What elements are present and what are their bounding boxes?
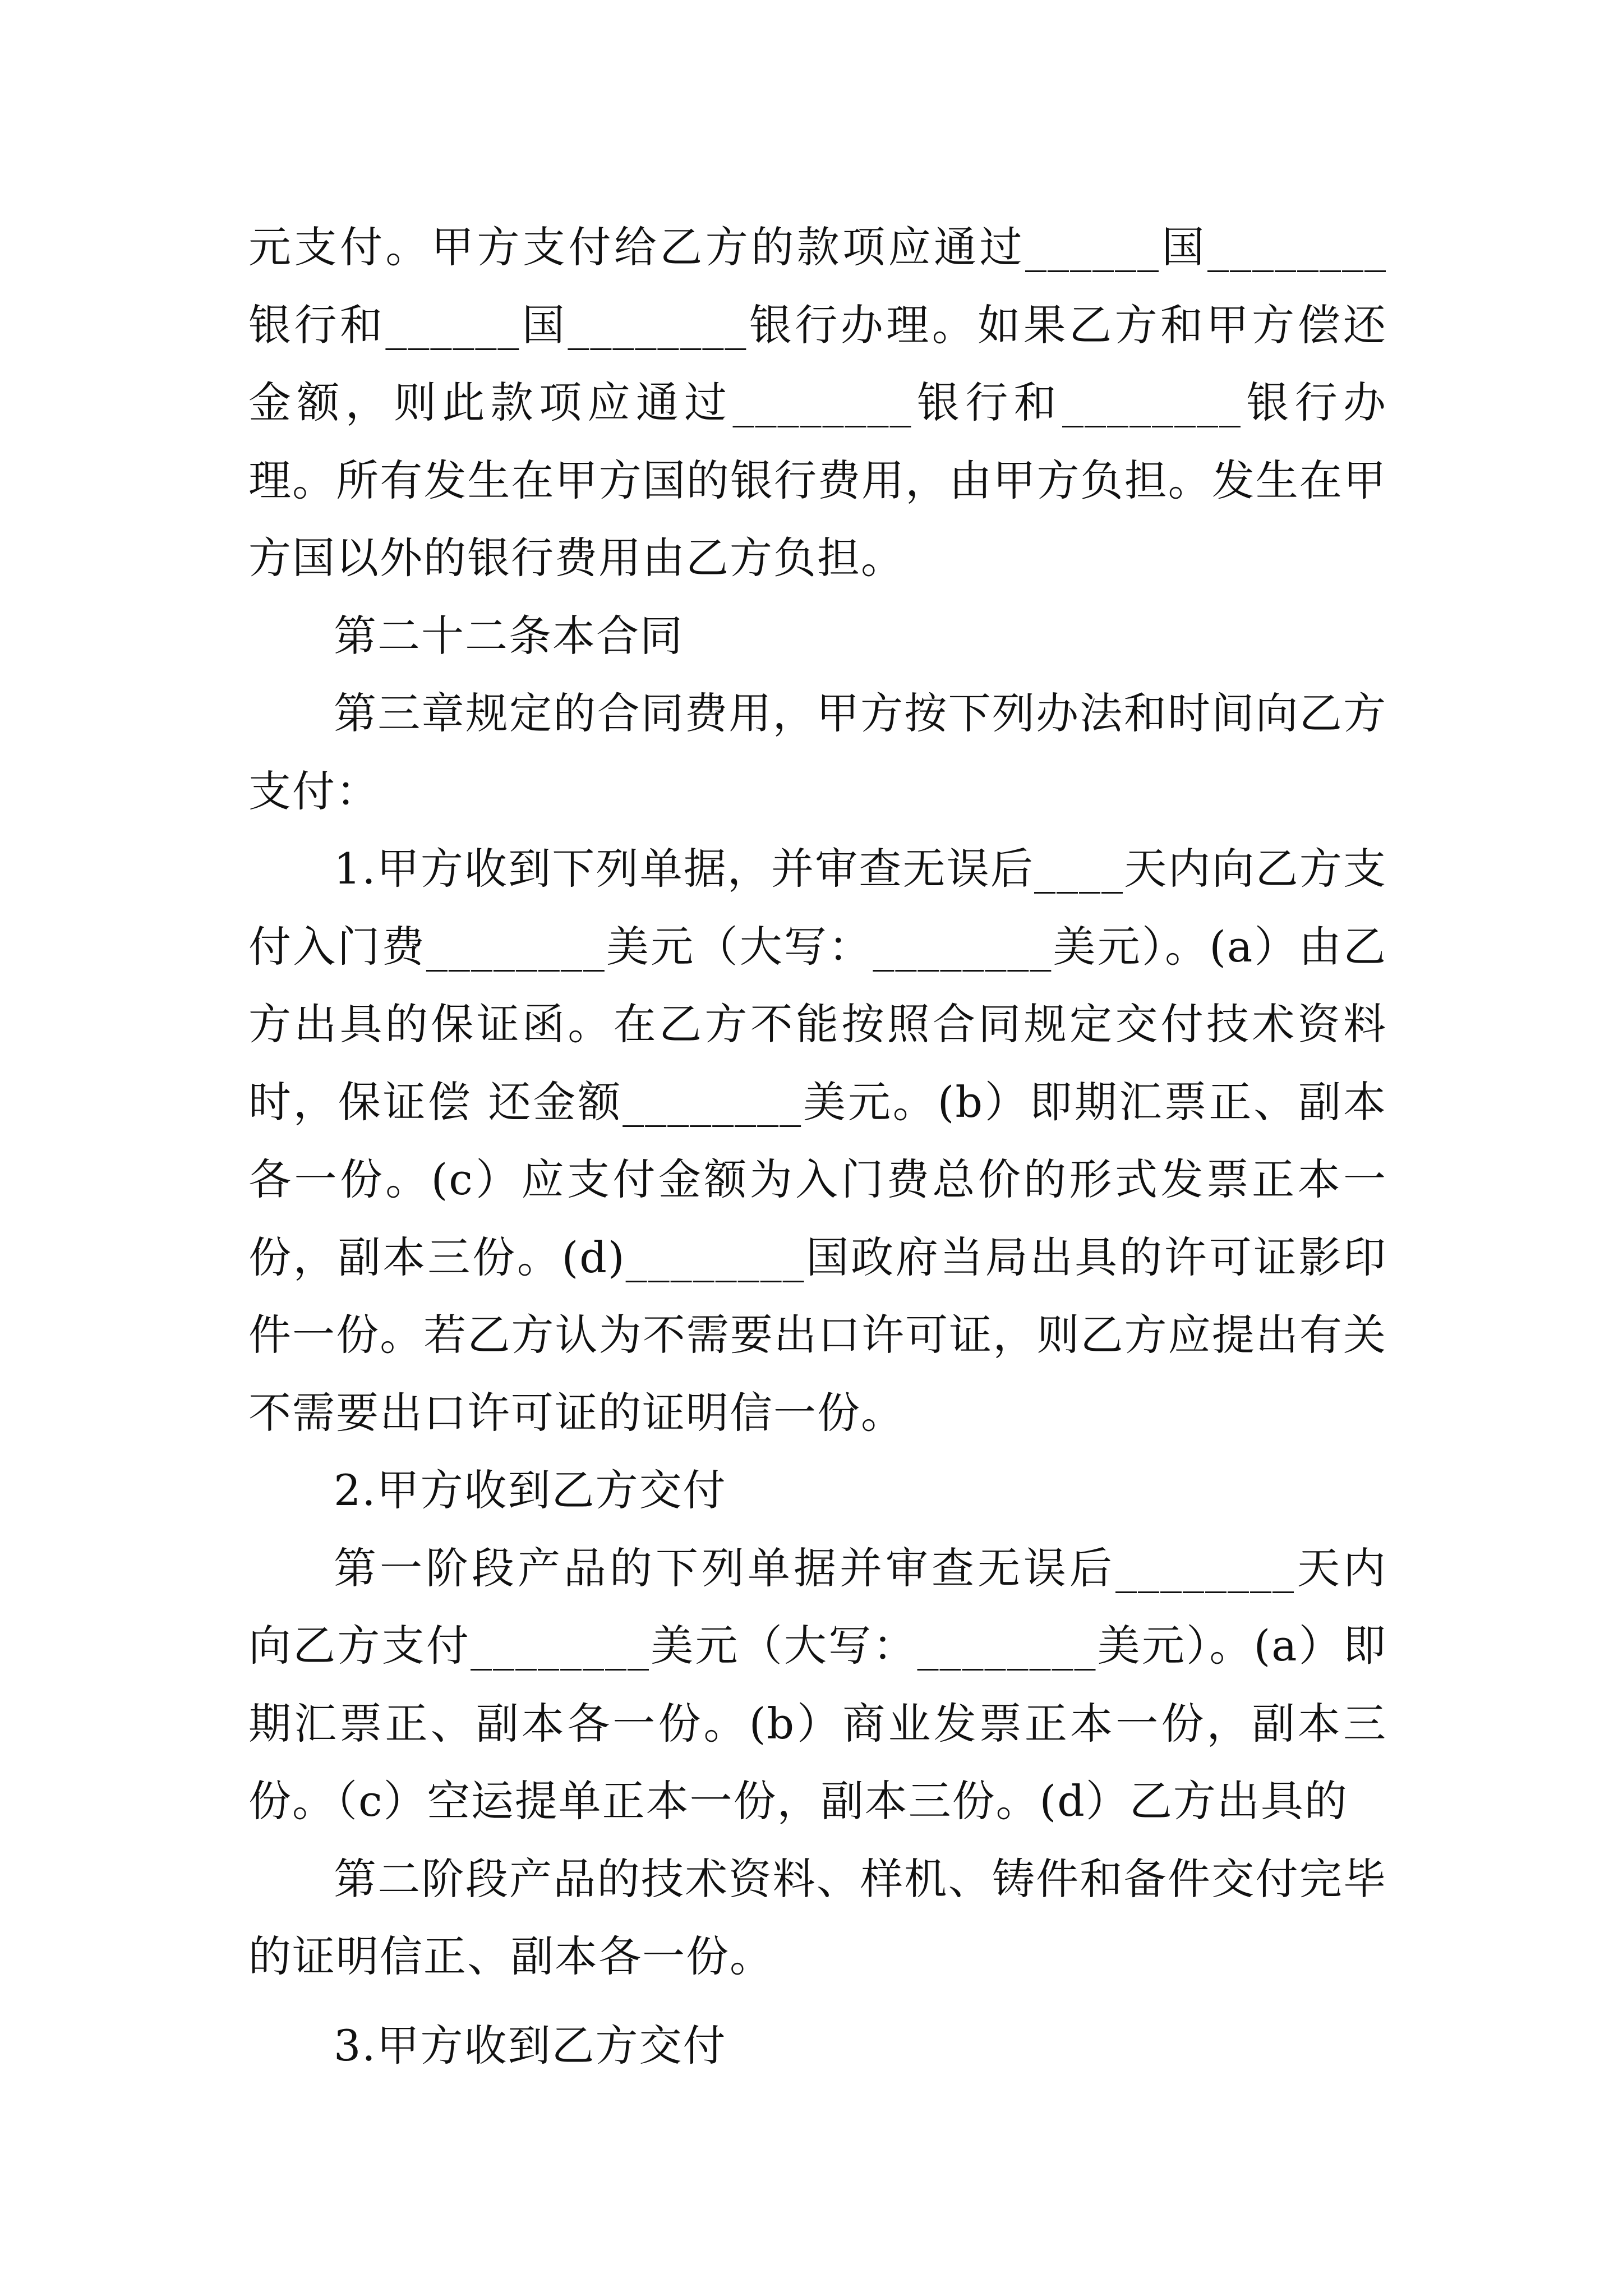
paragraph-item-3-heading: 3.甲方收到乙方交付 (334, 2020, 727, 2070)
paragraph-chapter-3-payment: 第三章规定的合同费用，甲方按下列办法和时间向乙方支付： (248, 688, 1387, 816)
document-body (248, 209, 1387, 2085)
paragraph-spacer (248, 1996, 1387, 2007)
paragraph-item-2-heading: 2.甲方收到乙方交付 (334, 1465, 727, 1515)
paragraph-item-1: 1.甲方收到下列单据，并审查无误后____天内向乙方支付入门费________美元（大写：________美元）。(a）由乙方出具的保证函。在乙方不能按照合同规定交付技术资料时，保证偿 还金额________美元。(b）即期汇票正、副本各一份。(c）应支付金额为入门费总价的形式发票正本一份，副本三份。(d)________国政府当局出具的许可证影印件一份。若乙方认为不需要出口许可证，则乙方应提出有关不需要出口许可证的证明信一份。 (248, 844, 1387, 1438)
paragraph-article-22-heading: 第二十二条本合同 (334, 610, 684, 661)
paragraph-bank-fees: 元支付。甲方支付给乙方的款项应通过______国________银行和______国________银行办理。如果乙方和甲方偿还金额，则此款项应通过________银行和________银行办理。所有发生在甲方国的银行费用，由甲方负担。发生在甲方国以外的银行费用由乙方负担。 (248, 222, 1387, 583)
paragraph-stage-1-documents: 第一阶段产品的下列单据并审查无误后________天内向乙方支付________美元（大写：________美元）。(a）即期汇票正、副本各一份。(b）商业发票正本一份，副本三份。（c）空运提单正本一份，副本三份。(d）乙方出具的 (248, 1543, 1387, 1826)
paragraph-stage-2-certificate: 第二阶段产品的技术资料、样机、铸件和备件交付完毕的证明信正、副本各一份。 (248, 1853, 1387, 1981)
